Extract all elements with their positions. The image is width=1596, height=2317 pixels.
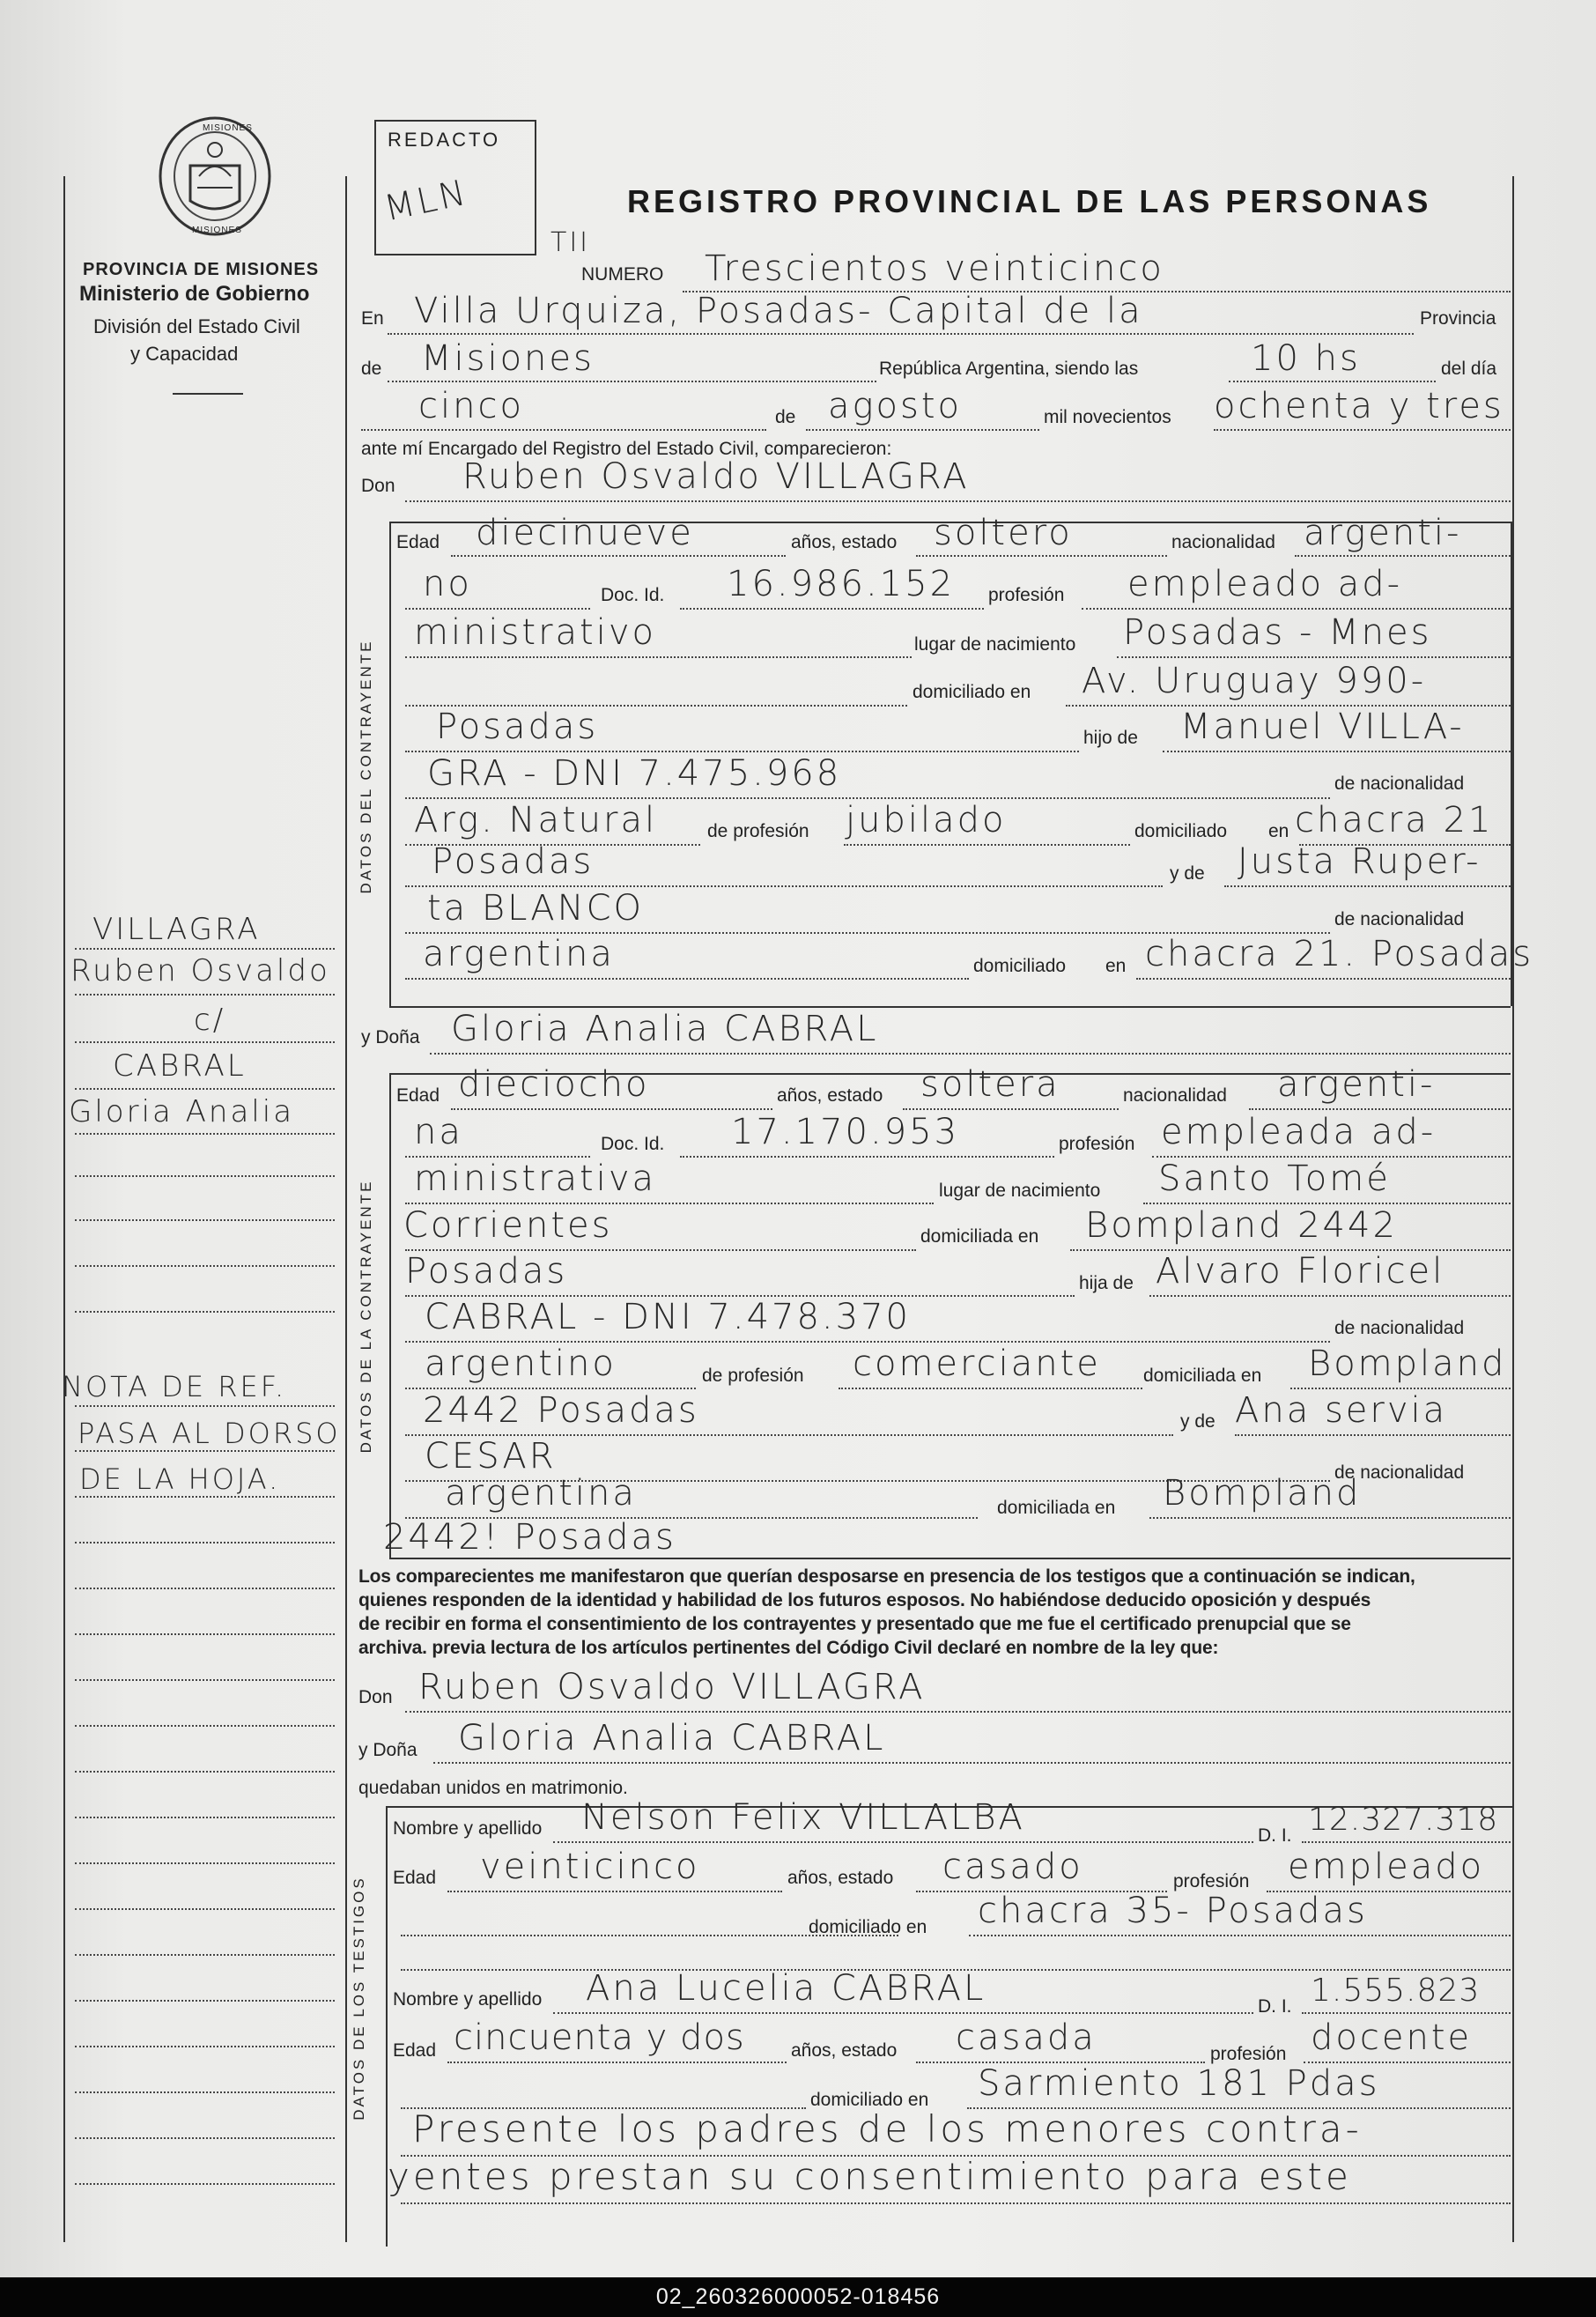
witness-note1: Presente los padres de los menores contra- bbox=[412, 2107, 1363, 2150]
margin-line3-rule bbox=[75, 1041, 335, 1043]
decl-don-line bbox=[405, 1711, 1511, 1713]
bride-padre-prof-line bbox=[839, 1388, 1142, 1389]
margin-blank-rule-14 bbox=[75, 1954, 335, 1956]
declaration-line-3: de recibir en forma el consentimiento de los contrayentes y presentado que me fue el certificado prenupcial que se bbox=[358, 1614, 1351, 1634]
margin-blank-rule-8 bbox=[75, 1679, 335, 1681]
w2-di: 1.555.823 bbox=[1311, 1973, 1481, 2009]
provincia-line bbox=[388, 381, 876, 382]
groom-section-label: DATOS DEL CONTRAYENTE bbox=[358, 639, 374, 894]
groom-padre-dom1: chacra 21 bbox=[1295, 800, 1494, 840]
groom-madre-dom: chacra 21. Posadas bbox=[1145, 934, 1534, 974]
groom-doc-label: Doc. Id. bbox=[601, 585, 665, 605]
bride-padre2: CABRAL - DNI 7.478.370 bbox=[425, 1297, 911, 1337]
bride-dom1: Bompland 2442 bbox=[1085, 1205, 1398, 1246]
w1-estado-label: años, estado bbox=[787, 1868, 894, 1888]
margin-blank-rule-2 bbox=[75, 1219, 335, 1221]
hora-value: 10 hs bbox=[1251, 338, 1361, 379]
margin-note1: NOTA DE REF. bbox=[62, 1370, 287, 1403]
w2-estado-label: años, estado bbox=[791, 2040, 898, 2061]
lugar-line bbox=[388, 333, 1414, 335]
margin-line1-rule bbox=[75, 948, 335, 950]
division-divider bbox=[173, 393, 243, 395]
groom-doc: 16.986.152 bbox=[727, 564, 956, 604]
bride-estado-line bbox=[903, 1108, 1119, 1110]
bride-padre-dom-label: domiciliada en bbox=[1143, 1366, 1262, 1386]
bride-dom-label: domiciliada en bbox=[920, 1226, 1039, 1247]
w1-dom: chacra 35- Posadas bbox=[978, 1891, 1368, 1931]
division-line2: y Capacidad bbox=[130, 343, 239, 365]
redacto-label: REDACTO bbox=[388, 129, 501, 151]
groom-nacim: Posadas - Mnes bbox=[1123, 612, 1432, 653]
groom-estado-label: años, estado bbox=[791, 532, 898, 552]
left-border-line bbox=[63, 176, 65, 2242]
margin-note3: DE LA HOJA. bbox=[79, 1462, 281, 1496]
right-border-line bbox=[1512, 176, 1514, 2242]
bride-y-de-label: y de bbox=[1180, 1411, 1215, 1432]
w2-di-label: D. I. bbox=[1258, 1996, 1292, 2017]
groom-padre-dom2: Posadas bbox=[432, 841, 595, 882]
margin-divider-line bbox=[345, 176, 347, 2242]
margin-line2: Ruben Osvaldo bbox=[70, 953, 330, 988]
bride-nacim1-line bbox=[1143, 1203, 1511, 1204]
bride-madre2: CESAR bbox=[425, 1436, 557, 1477]
en-label: En bbox=[361, 308, 384, 329]
groom-edad: diecinueve bbox=[476, 513, 694, 553]
w2-nombre-label: Nombre y apellido bbox=[393, 1989, 543, 2010]
margin-blank-rule-15 bbox=[75, 2000, 335, 2002]
groom-box-bottom bbox=[389, 1006, 1511, 1008]
w1-prof: empleado bbox=[1288, 1847, 1485, 1887]
margin-line4-rule bbox=[75, 1088, 335, 1090]
redacto-initials: MLN bbox=[381, 172, 472, 230]
bride-madre-dom2: 2442! Posadas bbox=[383, 1517, 676, 1558]
w2-prof-label: profesión bbox=[1210, 2044, 1287, 2064]
w1-edad: veinticinco bbox=[480, 1847, 700, 1887]
groom-madre-nac-line bbox=[405, 978, 969, 980]
margin-note3-rule bbox=[75, 1496, 335, 1498]
margin-blank-rule-10 bbox=[75, 1771, 335, 1773]
groom-nacim-line bbox=[1117, 656, 1511, 658]
bride-edad-label: Edad bbox=[396, 1085, 440, 1106]
w2-dom-label: domiciliado en bbox=[810, 2090, 929, 2110]
margin-line2-rule bbox=[75, 994, 335, 996]
dia-value: cinco bbox=[418, 386, 524, 426]
margin-line3: c/ bbox=[194, 1003, 226, 1038]
groom-nac-line bbox=[1295, 555, 1511, 557]
w1-edad-label: Edad bbox=[393, 1868, 437, 1888]
bride-padre-dom1-line bbox=[1290, 1388, 1511, 1389]
groom-edad-label: Edad bbox=[396, 532, 440, 552]
bride-madre-nac: argentina bbox=[445, 1473, 637, 1514]
witness-note2-line bbox=[401, 2202, 1511, 2204]
margin-line5-rule bbox=[75, 1133, 335, 1135]
margin-note1-rule bbox=[75, 1405, 335, 1407]
bride-de-nac-label: de nacionalidad bbox=[1334, 1318, 1465, 1338]
w1-dom-label: domiciliado en bbox=[809, 1917, 927, 1937]
bride-section-label: DATOS DE LA CONTRAYENTE bbox=[358, 1179, 374, 1454]
decl-don-name: Ruben Osvaldo VILLAGRA bbox=[418, 1667, 926, 1707]
de-mes-label: de bbox=[775, 407, 796, 427]
bride-nacim-label: lugar de nacimiento bbox=[939, 1181, 1101, 1201]
groom-dom-label: domiciliado en bbox=[913, 682, 1031, 702]
margin-blank-rule-11 bbox=[75, 1817, 335, 1818]
groom-hijo-label: hijo de bbox=[1083, 728, 1138, 748]
groom-prof2-line bbox=[405, 656, 912, 658]
groom-padre2-line bbox=[405, 797, 1330, 799]
del-dia-label: del día bbox=[1441, 359, 1497, 379]
bride-padre1-line bbox=[1149, 1295, 1511, 1297]
anio-line bbox=[1214, 429, 1511, 431]
w1-di-line bbox=[1302, 1841, 1511, 1843]
lugar-value: Villa Urquiza, Posadas- Capital de la bbox=[414, 291, 1143, 331]
margin-note2: PASA AL DORSO bbox=[78, 1417, 341, 1450]
bride-madre-de-nac-label: de nacionalidad bbox=[1334, 1462, 1465, 1483]
bride-estado: soltera bbox=[920, 1064, 1060, 1105]
bride-padre1: Alvaro Floricel bbox=[1156, 1251, 1445, 1292]
bride-name: Gloria Analia CABRAL bbox=[451, 1009, 879, 1049]
bride-padre-prof: comerciante bbox=[853, 1344, 1101, 1384]
footer-bar bbox=[0, 2277, 1596, 2317]
margin-blank-rule-1 bbox=[75, 1175, 335, 1177]
bride-nac2: na bbox=[414, 1112, 463, 1152]
hora-line bbox=[1229, 381, 1436, 382]
province-label: PROVINCIA DE MISIONES bbox=[83, 260, 320, 279]
groom-prof-label: profesión bbox=[988, 585, 1065, 605]
w1-prof-label: profesión bbox=[1173, 1871, 1250, 1891]
anio-value: ochenta y tres bbox=[1214, 386, 1504, 426]
bride-padre-dom1: Bompland bbox=[1308, 1344, 1507, 1384]
groom-padre-prof-line bbox=[844, 844, 1130, 846]
bride-nac2-line bbox=[405, 1156, 590, 1158]
groom-madre-en-label: en bbox=[1105, 956, 1127, 976]
bride-nac-label: nacionalidad bbox=[1123, 1085, 1227, 1106]
bride-nac1: argenti- bbox=[1277, 1064, 1436, 1105]
w1-nombre-label: Nombre y apellido bbox=[393, 1818, 543, 1839]
groom-madre-de-nac-label: de nacionalidad bbox=[1334, 909, 1465, 929]
decl-dona-label: y Doña bbox=[358, 1740, 417, 1760]
margin-line4: CABRAL bbox=[113, 1048, 247, 1084]
bride-box-left bbox=[389, 1073, 391, 1558]
bride-box-bottom bbox=[389, 1558, 1511, 1559]
groom-nacim-label: lugar de nacimiento bbox=[914, 634, 1076, 655]
groom-madre-dom-line bbox=[1136, 978, 1511, 980]
witness-section-label: DATOS DE LOS TESTIGOS bbox=[351, 1876, 367, 2121]
groom-nac2-line bbox=[405, 608, 590, 610]
groom-dom2-line bbox=[405, 751, 1079, 752]
groom-name: Ruben Osvaldo VILLAGRA bbox=[462, 456, 970, 497]
groom-nac1: argenti- bbox=[1304, 513, 1462, 553]
w2-name: Ana Lucelia CABRAL bbox=[586, 1968, 986, 2009]
groom-madre1-line bbox=[1224, 885, 1511, 887]
declaration-line-4: archiva. previa lectura de los artículos pertinentes del Código Civil declaré en nombre de la ley que: bbox=[358, 1638, 1219, 1658]
bride-prof2-line bbox=[405, 1203, 934, 1204]
groom-madre1: Justa Ruper- bbox=[1238, 841, 1481, 882]
w1-edad-line bbox=[447, 1891, 782, 1892]
groom-madre-nac: argentina bbox=[423, 934, 615, 974]
groom-padre1: Manuel VILLA- bbox=[1180, 707, 1465, 747]
margin-blank-rule-3 bbox=[75, 1265, 335, 1267]
groom-padre-en-label: en bbox=[1268, 821, 1289, 841]
bride-nacim2: Corrientes bbox=[403, 1205, 613, 1246]
groom-padre2: GRA - DNI 7.475.968 bbox=[427, 753, 842, 794]
provincia-value: Misiones bbox=[421, 338, 595, 379]
margin-note2-rule bbox=[75, 1450, 335, 1452]
bride-hija-label: hija de bbox=[1079, 1273, 1134, 1293]
bride-prof-label: profesión bbox=[1059, 1134, 1135, 1154]
seal-top-text: MISIONES bbox=[203, 123, 253, 133]
bride-nacim1: Santo Tomé bbox=[1158, 1158, 1391, 1199]
groom-nac-label: nacionalidad bbox=[1171, 532, 1275, 552]
w2-estado: casada bbox=[956, 2017, 1097, 2058]
dona-label: y Doña bbox=[361, 1027, 420, 1047]
numero-label: NUMERO bbox=[581, 264, 664, 285]
bride-padre2-line bbox=[405, 1341, 1330, 1343]
margin-line1: VILLAGRA bbox=[92, 912, 261, 947]
groom-box-left bbox=[389, 522, 391, 1006]
groom-padre1-line bbox=[1163, 751, 1511, 752]
de-label: de bbox=[361, 359, 382, 379]
bride-edad: dieciocho bbox=[458, 1064, 650, 1105]
w2-dom: Sarmiento 181 Pdas bbox=[978, 2063, 1380, 2104]
margin-line5: Gloria Analia bbox=[69, 1094, 295, 1129]
w2-edad: cincuenta y dos bbox=[454, 2017, 745, 2058]
bride-madre1: Ana servia bbox=[1235, 1390, 1448, 1431]
bride-estado-label: años, estado bbox=[777, 1085, 883, 1106]
mes-value: agosto bbox=[828, 386, 962, 426]
margin-blank-rule-7 bbox=[75, 1633, 335, 1635]
bride-prof2: ministrativa bbox=[414, 1158, 657, 1199]
w1-di-label: D. I. bbox=[1258, 1825, 1292, 1846]
groom-estado: soltero bbox=[934, 513, 1073, 553]
margin-blank-rule-17 bbox=[75, 2091, 335, 2093]
ante-mi-text: ante mí Encargado del Registro del Estado Civil, comparecieron: bbox=[361, 439, 892, 459]
w1-dom-line bbox=[969, 1935, 1511, 1936]
groom-madre2: ta BLANCO bbox=[427, 888, 645, 929]
don-label: Don bbox=[361, 476, 395, 496]
bride-padre-nac-line bbox=[405, 1388, 696, 1389]
groom-doc-line bbox=[680, 608, 984, 610]
w1-name-line bbox=[553, 1841, 1253, 1843]
margin-blank-rule-16 bbox=[75, 2046, 335, 2047]
document-title: REGISTRO PROVINCIAL DE LAS PERSONAS bbox=[627, 183, 1432, 219]
w1-estado: casado bbox=[942, 1847, 1083, 1887]
groom-nac2: no bbox=[423, 564, 472, 604]
groom-edad-line bbox=[451, 555, 786, 557]
margin-blank-rule-13 bbox=[75, 1908, 335, 1910]
w1-name: Nelson Felix VILLALBA bbox=[581, 1797, 1025, 1838]
groom-padre-nac: Arg. Natural bbox=[414, 800, 658, 840]
republica-label: República Argentina, siendo las bbox=[879, 359, 1139, 379]
dia-line bbox=[361, 429, 766, 431]
decl-dona-name: Gloria Analia CABRAL bbox=[458, 1718, 886, 1758]
w1-di: 12.327.318 bbox=[1308, 1802, 1499, 1838]
groom-madre-dom-label: domiciliado bbox=[973, 956, 1067, 976]
decl-dona-line bbox=[433, 1762, 1511, 1764]
groom-estado-line bbox=[916, 555, 1167, 557]
numero-value: Trescientos veinticinco bbox=[705, 248, 1164, 289]
ministry-label: Ministerio de Gobierno bbox=[79, 282, 310, 306]
decl-unidos: quedaban unidos en matrimonio. bbox=[358, 1778, 628, 1798]
bride-doc: 17.170.953 bbox=[731, 1112, 960, 1152]
margin-blank-rule-9 bbox=[75, 1725, 335, 1727]
declaration-line-1: Los comparecientes me manifestaron que querían desposarse en presencia de los testigos que a continuación se indican, bbox=[358, 1566, 1415, 1587]
numero-prefix: TII bbox=[550, 227, 591, 258]
mil-label: mil novecientos bbox=[1044, 407, 1171, 427]
w2-di-line bbox=[1302, 2012, 1511, 2014]
margin-blank-rule-19 bbox=[75, 2183, 335, 2185]
mes-line bbox=[806, 429, 1039, 431]
bride-edad-line bbox=[451, 1108, 772, 1110]
witness-note2: yentes prestan su consentimiento para este bbox=[388, 2155, 1352, 2198]
bride-madre-dom-label: domiciliada en bbox=[997, 1498, 1116, 1518]
seal-bottom-text: MISIONES bbox=[192, 226, 242, 235]
division-line1: División del Estado Civil bbox=[93, 315, 300, 337]
groom-dom1: Av. Uruguay 990- bbox=[1082, 661, 1427, 701]
bride-dom2: Posadas bbox=[405, 1251, 568, 1292]
groom-de-nac-label: de nacionalidad bbox=[1334, 774, 1465, 794]
bride-name-line bbox=[430, 1053, 1511, 1055]
bride-padre-dom2: 2442 Posadas bbox=[423, 1390, 699, 1431]
groom-padre-dom-label: domiciliado bbox=[1134, 821, 1228, 841]
w2-edad-line bbox=[447, 2062, 787, 2063]
bride-padre-nac: argentino bbox=[425, 1344, 617, 1384]
declaration-line-2: quienes responden de la identidad y habilidad de los futuros esposos. No habiéndose deducido oposición y después bbox=[358, 1590, 1371, 1610]
groom-prof-line bbox=[1082, 608, 1511, 610]
groom-padre-prof: jubilado bbox=[846, 800, 1007, 840]
margin-blank-rule-6 bbox=[75, 1588, 335, 1589]
bride-madre1-line bbox=[1235, 1434, 1511, 1436]
bride-prof1: empleada ad- bbox=[1161, 1112, 1437, 1152]
bride-doc-label: Doc. Id. bbox=[601, 1134, 665, 1154]
footer-id: 02_260326000052-018456 bbox=[655, 2284, 941, 2309]
groom-name-line bbox=[405, 500, 1511, 502]
margin-blank-rule-18 bbox=[75, 2137, 335, 2139]
groom-dom2: Posadas bbox=[436, 707, 599, 747]
w2-name-line bbox=[553, 2012, 1253, 2014]
groom-de-prof-label: de profesión bbox=[707, 821, 809, 841]
provincia-label: Provincia bbox=[1420, 308, 1496, 329]
bride-prof-line bbox=[1152, 1156, 1511, 1158]
bride-madre-dom1: Bompland bbox=[1163, 1473, 1362, 1514]
margin-blank-rule-12 bbox=[75, 1862, 335, 1864]
bride-nac-line bbox=[1249, 1108, 1511, 1110]
margin-blank-rule-4 bbox=[75, 1311, 335, 1313]
bride-de-prof-label: de profesión bbox=[702, 1366, 804, 1386]
decl-don-label: Don bbox=[358, 1687, 393, 1707]
w2-edad-label: Edad bbox=[393, 2040, 437, 2061]
groom-y-de-label: y de bbox=[1170, 863, 1205, 884]
bride-doc-line bbox=[680, 1156, 1054, 1158]
groom-prof1: empleado ad- bbox=[1127, 564, 1403, 604]
bride-madre-dom1-line bbox=[1149, 1517, 1511, 1519]
groom-prof2: ministrativo bbox=[414, 612, 656, 653]
margin-blank-rule-5 bbox=[75, 1542, 335, 1543]
groom-padre-dom2-line bbox=[405, 885, 1163, 887]
w2-prof: docente bbox=[1311, 2017, 1473, 2058]
